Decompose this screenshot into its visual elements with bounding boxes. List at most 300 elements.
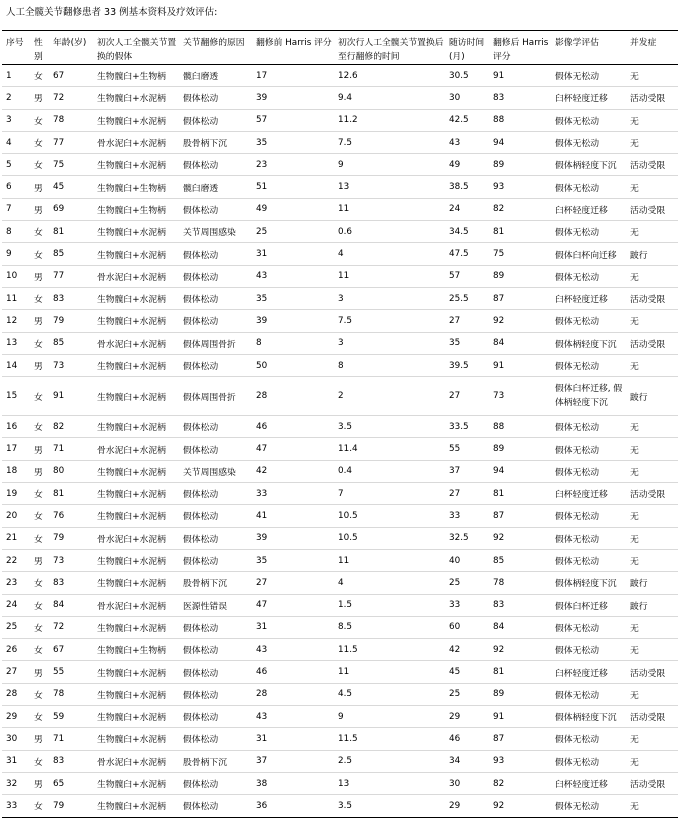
cell-complication: 活动受限 [630,713,666,724]
cell-imaging: 假体无松动 [555,116,599,127]
cell-followup: 32.5 [449,533,469,544]
cell-pre-harris: 25 [256,226,268,237]
cell-initial-prosthesis: 骨水泥臼+水泥柄 [97,601,166,612]
cell-pre-harris: 50 [256,360,268,371]
cell-complication: 活动受限 [630,94,666,105]
cell-gender: 男 [34,272,43,283]
cell-complication: 跛行 [630,392,648,403]
cell-imaging: 假体无松动 [555,623,599,634]
table-row [2,87,678,109]
cell-complication: 无 [630,757,639,768]
table-row [2,221,678,243]
cell-interval: 10.5 [338,533,358,544]
cell-age: 83 [53,293,65,304]
table-title: 人工全髋关节翻修患者 33 例基本资料及疗效评估: [6,7,218,18]
cell-post-harris: 87 [493,510,505,521]
cell-interval: 9 [338,711,344,722]
cell-gender: 女 [34,690,43,701]
cell-age: 77 [53,271,65,282]
cell-imaging: 臼杯轻度迁移 [555,780,608,791]
table-row [2,416,678,438]
cell-post-harris: 83 [493,92,505,103]
cell-revision-reason: 假体松动 [183,94,219,105]
cell-gender: 女 [34,139,43,150]
cell-gender: 女 [34,161,43,172]
cell-gender: 女 [34,579,43,590]
cell-post-harris: 89 [493,159,505,170]
cell-initial-prosthesis: 生物髋臼+水泥柄 [97,579,166,590]
cell-pre-harris: 8 [256,338,262,349]
cell-index: 14 [6,360,18,371]
cell-initial-prosthesis: 骨水泥臼+水泥柄 [97,139,166,150]
cell-pre-harris: 41 [256,510,268,521]
cell-complication: 无 [630,72,639,83]
cell-index: 7 [6,204,12,215]
cell-revision-reason: 关节周围感染 [183,228,236,239]
cell-index: 13 [6,338,18,349]
cell-complication: 跛行 [630,250,648,261]
cell-pre-harris: 23 [256,159,268,170]
cell-complication: 活动受限 [630,780,666,791]
cell-followup: 25 [449,577,461,588]
cell-interval: 11.2 [338,115,358,126]
cell-complication: 无 [630,423,639,434]
cell-pre-harris: 33 [256,488,268,499]
cell-revision-reason: 假体松动 [183,116,219,127]
cell-pre-harris: 47 [256,600,268,611]
cell-age: 83 [53,577,65,588]
cell-index: 15 [6,391,18,402]
cell-interval: 8.5 [338,622,352,633]
cell-index: 3 [6,115,12,126]
cell-imaging: 假体无松动 [555,183,599,194]
cell-index: 27 [6,667,18,678]
table-row [2,310,678,332]
cell-followup: 27 [449,488,461,499]
cell-index: 17 [6,444,18,455]
cell-gender: 男 [34,780,43,791]
table-row [2,109,678,131]
cell-pre-harris: 43 [256,644,268,655]
cell-index: 21 [6,533,18,544]
cell-revision-reason: 假体松动 [183,668,219,679]
cell-index: 19 [6,488,18,499]
cell-revision-reason: 医源性错误 [183,601,227,612]
cell-imaging: 假体柄轻度下沉 [555,339,617,350]
cell-index: 9 [6,249,12,260]
cell-imaging: 臼杯轻度迁移 [555,668,608,679]
cell-post-harris: 93 [493,756,505,767]
cell-initial-prosthesis: 生物髋臼+水泥柄 [97,668,166,679]
cell-post-harris: 82 [493,204,505,215]
table-row [2,377,678,416]
cell-post-harris: 92 [493,800,505,811]
cell-initial-prosthesis: 生物髋臼+水泥柄 [97,780,166,791]
cell-initial-prosthesis: 骨水泥臼+水泥柄 [97,272,166,283]
cell-interval: 9 [338,159,344,170]
cell-post-harris: 82 [493,778,505,789]
cell-initial-prosthesis: 生物髋臼+水泥柄 [97,557,166,568]
table-row [2,549,678,571]
cell-gender: 男 [34,362,43,372]
cell-revision-reason: 假体松动 [183,490,219,501]
cell-pre-harris: 39 [256,92,268,103]
cell-interval: 11 [338,555,350,566]
table-row [2,572,678,594]
cell-age: 84 [53,600,65,611]
cell-initial-prosthesis: 生物髋臼+水泥柄 [97,467,166,478]
cell-gender: 女 [34,534,43,545]
cell-initial-prosthesis: 生物髋臼+水泥柄 [97,713,166,724]
cell-age: 77 [53,137,65,148]
cell-age: 85 [53,249,65,260]
cell-age: 85 [53,338,65,349]
cell-interval: 2 [338,391,344,402]
cell-initial-prosthesis: 生物髋臼+水泥柄 [97,802,166,813]
cell-index: 6 [6,182,12,193]
cell-pre-harris: 31 [256,622,268,633]
cell-followup: 45 [449,667,461,678]
cell-imaging: 假体无松动 [555,757,599,768]
cell-post-harris: 88 [493,115,505,126]
table-row [2,265,678,287]
cell-index: 10 [6,271,18,282]
cell-imaging: 假体无松动 [555,362,599,372]
cell-post-harris: 78 [493,577,505,588]
cell-revision-reason: 假体松动 [183,295,219,306]
cell-revision-reason: 髋臼磨透 [183,72,219,83]
cell-interval: 3 [338,293,344,304]
cell-age: 72 [53,92,65,103]
cell-complication: 无 [630,272,639,283]
cell-followup: 37 [449,466,461,477]
table-row [2,483,678,505]
cell-followup: 30 [449,778,461,789]
cell-age: 79 [53,315,65,326]
cell-post-harris: 83 [493,600,505,611]
header-imaging: 影像学评估 [551,31,626,65]
cell-pre-harris: 17 [256,70,268,81]
cell-revision-reason: 假体松动 [183,713,219,724]
cell-initial-prosthesis: 生物髋臼+水泥柄 [97,392,166,403]
cell-complication: 无 [630,116,639,127]
cell-post-harris: 84 [493,338,505,349]
cell-revision-reason: 假体周围骨折 [183,392,236,403]
cell-revision-reason: 假体松动 [183,735,219,746]
cell-followup: 60 [449,622,461,633]
cell-complication: 跛行 [630,579,648,590]
cell-index: 30 [6,733,18,744]
cell-index: 1 [6,70,12,81]
cell-gender: 女 [34,72,43,83]
cell-post-harris: 92 [493,315,505,326]
cell-pre-harris: 28 [256,391,268,402]
cell-age: 83 [53,756,65,767]
table-row [2,772,678,794]
cell-age: 80 [53,466,65,477]
cell-revision-reason: 假体松动 [183,690,219,701]
cell-age: 81 [53,488,65,499]
cell-followup: 33 [449,510,461,521]
cell-interval: 11.4 [338,444,358,455]
cell-gender: 男 [34,668,43,679]
table-row [2,198,678,220]
cell-imaging: 假体无松动 [555,72,599,83]
cell-pre-harris: 37 [256,756,268,767]
cell-initial-prosthesis: 生物髋臼+水泥柄 [97,228,166,239]
cell-revision-reason: 假体松动 [183,512,219,523]
cell-complication: 活动受限 [630,490,666,501]
cell-pre-harris: 38 [256,778,268,789]
cell-index: 29 [6,711,18,722]
cell-age: 73 [53,360,65,371]
cell-complication: 无 [630,362,639,372]
cell-post-harris: 91 [493,70,505,81]
table-row [2,594,678,616]
cell-gender: 男 [34,445,43,456]
cell-age: 81 [53,226,65,237]
cell-index: 25 [6,622,18,633]
cell-imaging: 臼杯轻度迁移 [555,94,608,105]
cell-interval: 11.5 [338,733,358,744]
cell-age: 67 [53,70,65,81]
cell-post-harris: 81 [493,667,505,678]
cell-revision-reason: 假体周围骨折 [183,339,236,350]
cell-initial-prosthesis: 生物髋臼+水泥柄 [97,362,166,372]
cell-index: 5 [6,159,12,170]
cell-followup: 29 [449,800,461,811]
cell-followup: 49 [449,159,461,170]
cell-post-harris: 94 [493,137,505,148]
cell-pre-harris: 35 [256,137,268,148]
cell-revision-reason: 股骨柄下沉 [183,139,227,150]
cell-initial-prosthesis: 骨水泥臼+水泥柄 [97,757,166,768]
cell-revision-reason: 假体松动 [183,802,219,813]
cell-pre-harris: 39 [256,315,268,326]
cell-pre-harris: 47 [256,444,268,455]
cell-imaging: 臼杯轻度迁移 [555,205,608,216]
cell-pre-harris: 31 [256,249,268,260]
cell-interval: 8 [338,360,344,371]
cell-gender: 女 [34,339,43,350]
cell-post-harris: 84 [493,622,505,633]
cell-complication: 无 [630,183,639,194]
cell-initial-prosthesis: 生物髋臼+水泥柄 [97,94,166,105]
cell-pre-harris: 35 [256,293,268,304]
cell-followup: 40 [449,555,461,566]
cell-interval: 0.6 [338,226,352,237]
cell-gender: 男 [34,735,43,746]
cell-age: 65 [53,778,65,789]
cell-followup: 25.5 [449,293,469,304]
cell-followup: 39.5 [449,360,469,371]
table-row [2,661,678,683]
cell-revision-reason: 假体松动 [183,780,219,791]
cell-initial-prosthesis: 生物髋臼+生物柄 [97,72,166,83]
cell-followup: 27 [449,391,461,402]
cell-interval: 11.5 [338,644,358,655]
cell-age: 69 [53,204,65,215]
cell-pre-harris: 43 [256,711,268,722]
table-row [2,706,678,728]
cell-initial-prosthesis: 生物髋臼+水泥柄 [97,623,166,634]
cell-initial-prosthesis: 生物髋臼+水泥柄 [97,512,166,523]
cell-initial-prosthesis: 骨水泥臼+水泥柄 [97,534,166,545]
cell-interval: 3.5 [338,800,352,811]
cell-gender: 男 [34,183,43,194]
table-row [2,639,678,661]
cell-age: 78 [53,689,65,700]
table-row [2,750,678,772]
cell-revision-reason: 股骨柄下沉 [183,579,227,590]
cell-index: 18 [6,466,18,477]
cell-complication: 跛行 [630,601,648,612]
cell-gender: 女 [34,646,43,657]
cell-imaging: 假体无松动 [555,690,599,701]
cell-imaging: 假体无松动 [555,317,599,328]
cell-initial-prosthesis: 生物髋臼+水泥柄 [97,317,166,328]
header-complication: 并发症 [626,31,678,65]
cell-imaging: 假体臼杯迁移, 假体柄轻度下沉 [555,384,623,409]
cell-followup: 43 [449,137,461,148]
table-row [2,354,678,376]
cell-interval: 9.4 [338,92,352,103]
cell-complication: 无 [630,690,639,701]
cell-complication: 无 [630,445,639,456]
cell-imaging: 假体柄轻度下沉 [555,579,617,590]
cell-index: 26 [6,644,18,655]
cell-age: 72 [53,622,65,633]
cell-age: 71 [53,444,65,455]
cell-gender: 女 [34,228,43,239]
cell-imaging: 假体柄轻度下沉 [555,161,617,172]
cell-initial-prosthesis: 骨水泥臼+水泥柄 [97,339,166,350]
table-row [2,287,678,309]
cell-revision-reason: 髋臼磨透 [183,183,219,194]
cell-pre-harris: 31 [256,733,268,744]
table-row [2,527,678,549]
cell-interval: 2.5 [338,756,352,767]
cell-post-harris: 81 [493,488,505,499]
cell-age: 79 [53,533,65,544]
cell-followup: 35 [449,338,461,349]
cell-initial-prosthesis: 生物髋臼+水泥柄 [97,490,166,501]
cell-interval: 3 [338,338,344,349]
cell-revision-reason: 假体松动 [183,445,219,456]
cell-revision-reason: 股骨柄下沉 [183,757,227,768]
cell-index: 24 [6,600,18,611]
cell-index: 33 [6,800,18,811]
cell-followup: 46 [449,733,461,744]
cell-initial-prosthesis: 骨水泥臼+水泥柄 [97,445,166,456]
cell-followup: 33 [449,600,461,611]
cell-imaging: 假体臼杯迁移 [555,601,608,612]
cell-imaging: 假体无松动 [555,802,599,813]
cell-pre-harris: 43 [256,271,268,282]
cell-pre-harris: 36 [256,800,268,811]
cell-complication: 无 [630,623,639,634]
cell-pre-harris: 28 [256,689,268,700]
cell-complication: 无 [630,646,639,657]
cell-initial-prosthesis: 生物髋臼+水泥柄 [97,161,166,172]
cell-gender: 女 [34,713,43,724]
cell-pre-harris: 49 [256,204,268,215]
cell-gender: 女 [34,392,43,403]
cell-age: 73 [53,555,65,566]
cell-imaging: 假体无松动 [555,467,599,478]
cell-post-harris: 94 [493,466,505,477]
cell-imaging: 假体无松动 [555,735,599,746]
cell-initial-prosthesis: 生物髋臼+水泥柄 [97,250,166,261]
cell-initial-prosthesis: 生物髋臼+水泥柄 [97,690,166,701]
cell-index: 28 [6,689,18,700]
cell-gender: 女 [34,490,43,501]
cell-revision-reason: 假体松动 [183,205,219,216]
cell-interval: 13 [338,778,350,789]
cell-age: 79 [53,800,65,811]
table-body [2,65,678,818]
patient-data-table [2,30,678,818]
cell-post-harris: 81 [493,226,505,237]
cell-imaging: 臼杯轻度迁移 [555,295,608,306]
cell-age: 75 [53,159,65,170]
cell-post-harris: 93 [493,182,505,193]
cell-initial-prosthesis: 生物髋臼+水泥柄 [97,423,166,434]
cell-pre-harris: 27 [256,577,268,588]
cell-revision-reason: 假体松动 [183,317,219,328]
cell-followup: 24 [449,204,461,215]
cell-complication: 无 [630,735,639,746]
cell-followup: 33.5 [449,421,469,432]
cell-complication: 无 [630,557,639,568]
cell-complication: 无 [630,802,639,813]
cell-index: 23 [6,577,18,588]
cell-followup: 30.5 [449,70,469,81]
cell-gender: 男 [34,467,43,478]
cell-followup: 25 [449,689,461,700]
cell-pre-harris: 39 [256,533,268,544]
cell-followup: 55 [449,444,461,455]
cell-followup: 34.5 [449,226,469,237]
cell-gender: 女 [34,423,43,434]
cell-revision-reason: 假体松动 [183,557,219,568]
header-initial-prosthesis: 初次人工全髋关节置换的假体 [93,31,179,65]
header-age: 年龄(岁) [49,31,93,65]
cell-index: 4 [6,137,12,148]
cell-initial-prosthesis: 生物髋臼+水泥柄 [97,295,166,306]
cell-followup: 57 [449,271,461,282]
table-row [2,131,678,153]
cell-interval: 4.5 [338,689,352,700]
cell-complication: 活动受限 [630,668,666,679]
cell-gender: 男 [34,94,43,105]
cell-post-harris: 91 [493,360,505,371]
cell-index: 11 [6,293,18,304]
cell-index: 16 [6,421,18,432]
table-row [2,505,678,527]
cell-imaging: 假体臼杯向迁移 [555,250,617,261]
cell-followup: 38.5 [449,182,469,193]
table-row [2,176,678,198]
cell-age: 71 [53,733,65,744]
cell-complication: 活动受限 [630,205,666,216]
cell-complication: 无 [630,534,639,545]
cell-imaging: 假体无松动 [555,646,599,657]
cell-revision-reason: 假体松动 [183,272,219,283]
cell-interval: 12.6 [338,70,358,81]
cell-complication: 活动受限 [630,161,666,172]
cell-interval: 3.5 [338,421,352,432]
